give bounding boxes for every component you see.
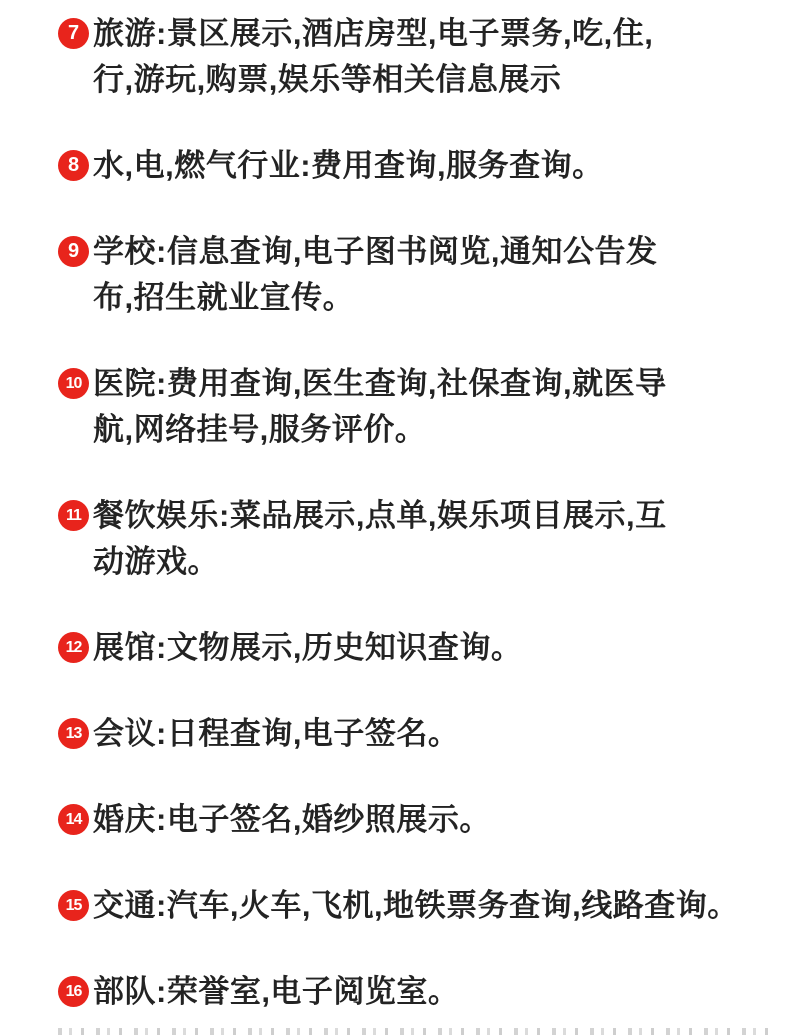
item-text-line: 布,招生就业宣传。 (93, 280, 355, 315)
number-badge: 9 (58, 236, 89, 267)
item-text (93, 711, 756, 757)
item-text-line: 航,网络挂号,服务评价。 (93, 412, 427, 447)
item-text-line: 行,游玩,购票,娱乐等相关信息展示 (93, 62, 562, 97)
list-item (58, 143, 756, 189)
item-text-line: 展馆:文物展示,历史知识查询。 (93, 630, 523, 665)
list-item (58, 969, 756, 1015)
item-text (93, 797, 756, 843)
item-text (93, 625, 756, 671)
item-text (93, 969, 756, 1015)
number-badge: 7 (58, 18, 89, 49)
item-text (93, 361, 756, 453)
number-badge: 15 (58, 890, 89, 921)
item-text-line: 交通:汽车,火车,飞机,地铁票务查询,线路查询。 (93, 888, 739, 923)
item-text-line: 婚庆:电子签名,婚纱照展示。 (93, 802, 491, 837)
list-item (58, 711, 756, 757)
list-item (58, 883, 756, 929)
item-text-line: 医院:费用查询,医生查询,社保查询,就医导 (93, 366, 667, 401)
item-text-line: 会议:日程查询,电子签名。 (93, 716, 460, 751)
number-badge: 14 (58, 804, 89, 835)
item-text (93, 11, 756, 103)
number-badge: 10 (58, 368, 89, 399)
list-item (58, 361, 756, 453)
item-text (93, 493, 756, 585)
clipped-next-line (58, 1028, 780, 1035)
item-text (93, 143, 756, 189)
item-text (93, 229, 756, 321)
list-item (58, 797, 756, 843)
item-text (93, 883, 756, 929)
item-text-line: 学校:信息查询,电子图书阅览,通知公告发 (93, 234, 658, 269)
number-badge: 13 (58, 718, 89, 749)
feature-list (58, 11, 756, 1015)
item-text-line: 餐饮娱乐:菜品展示,点单,娱乐项目展示,互 (93, 498, 667, 533)
number-badge: 11 (58, 500, 89, 531)
number-badge: 8 (58, 150, 89, 181)
item-text-line: 水,电,燃气行业:费用查询,服务查询。 (93, 148, 604, 183)
list-item (58, 625, 756, 671)
item-text-line: 部队:荣誉室,电子阅览室。 (93, 974, 460, 1009)
list-item (58, 229, 756, 321)
number-badge: 12 (58, 632, 89, 663)
item-text-line: 旅游:景区展示,酒店房型,电子票务,吃,住, (93, 16, 654, 51)
list-item (58, 493, 756, 585)
number-badge: 16 (58, 976, 89, 1007)
item-text-line: 动游戏。 (93, 544, 219, 579)
list-item (58, 11, 756, 103)
